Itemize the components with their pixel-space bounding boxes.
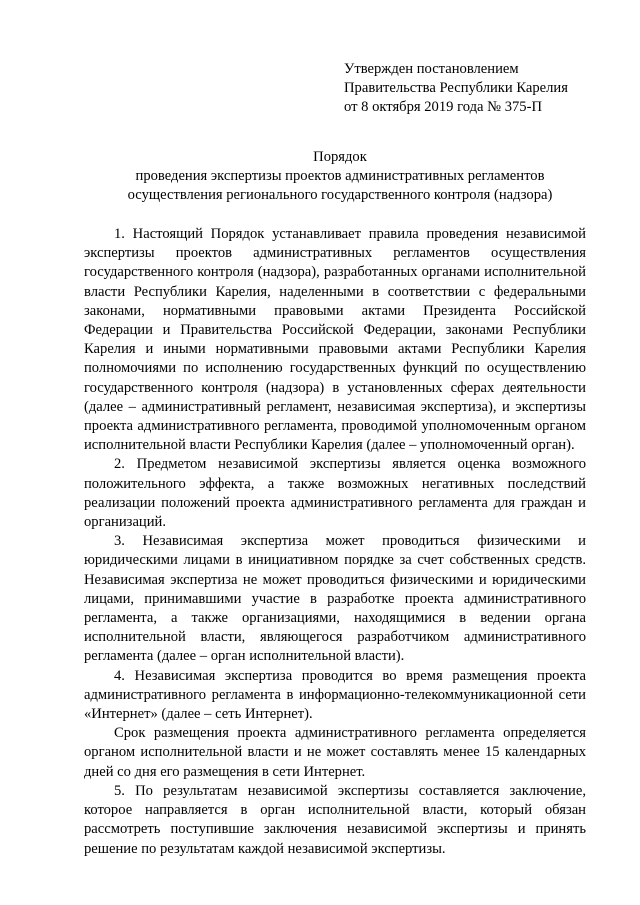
paragraph-4-continued: Срок размещения проекта административного регламента определяется органом исполнительной власти и не может составлять менее 15 календарных дней со дня его размещения в сети Интернет. — [84, 725, 586, 780]
document-title — [70, 148, 610, 206]
approval-line-1: Утвержден постановлением — [344, 61, 519, 77]
paragraph-5: 5. По результатам независимой экспертизы составляется заключение, которое направляется в орган исполнительной власти, который обязан рассмотреть поступившие заключения независимой экспертизы и принять решение по результатам каждой независимой экспертизы. — [84, 782, 586, 857]
approval-line-3: от 8 октября 2019 года № 375-П — [344, 99, 542, 116]
title-line-1: проведения экспертизы проектов административных регламентов — [135, 168, 545, 185]
approval-line-2: Правительства Республики Карелия — [344, 80, 568, 97]
paragraph-3: 3. Независимая экспертиза может проводиться физическими и юридическими лицами в инициативном порядке за счет собственных средств. Независимая экспертиза не может проводиться физическими и юридическими лицами, принимавшими участие в разработке проекта административного регламента, а также организациями, находящимися в ведении органа исполнительной власти, являющегося разработчиком административного регламента (далее – орган исполнительной власти). — [84, 533, 586, 665]
document-body — [84, 225, 586, 859]
paragraph-1: 1. Настоящий Порядок устанавливает правила проведения независимой экспертизы проектов административных регламентов осуществления государственного контроля (надзора), разработанных органами исполнительной власти Республики Карелия, наделенными в соответствии с федеральными законами, нормативными правовыми актами Президента Российской Федерации и Правительства Российской Федерации, законами Республики Карелия и иными нормативными правовыми актами Республики Карелия полномочиями по исполнению государственных функций по осуществлению государственного контроля (надзора) в установленных сферах деятельности (далее – административный регламент, независимая экспертиза), и экспертизы проекта административного регламента, проводимой уполномоченным органом исполнительной власти Республики Карелия (далее – уполномоченный орган). — [84, 226, 586, 454]
title-heading: Порядок — [313, 149, 367, 165]
title-line-2: осуществления регионального государственного контроля (надзора) — [127, 187, 553, 204]
paragraph-4: 4. Независимая экспертиза проводится во время размещения проекта административного регламента в информационно-телекоммуникационной сети «Интернет» (далее – сеть Интернет). — [84, 667, 586, 723]
paragraph-2: 2. Предметом независимой экспертизы является оценка возможного положительного эффекта, а также возможных негативных последствий реализации положений проекта административного регламента для граждан и организаций. — [84, 456, 586, 531]
approval-stamp — [344, 60, 624, 118]
